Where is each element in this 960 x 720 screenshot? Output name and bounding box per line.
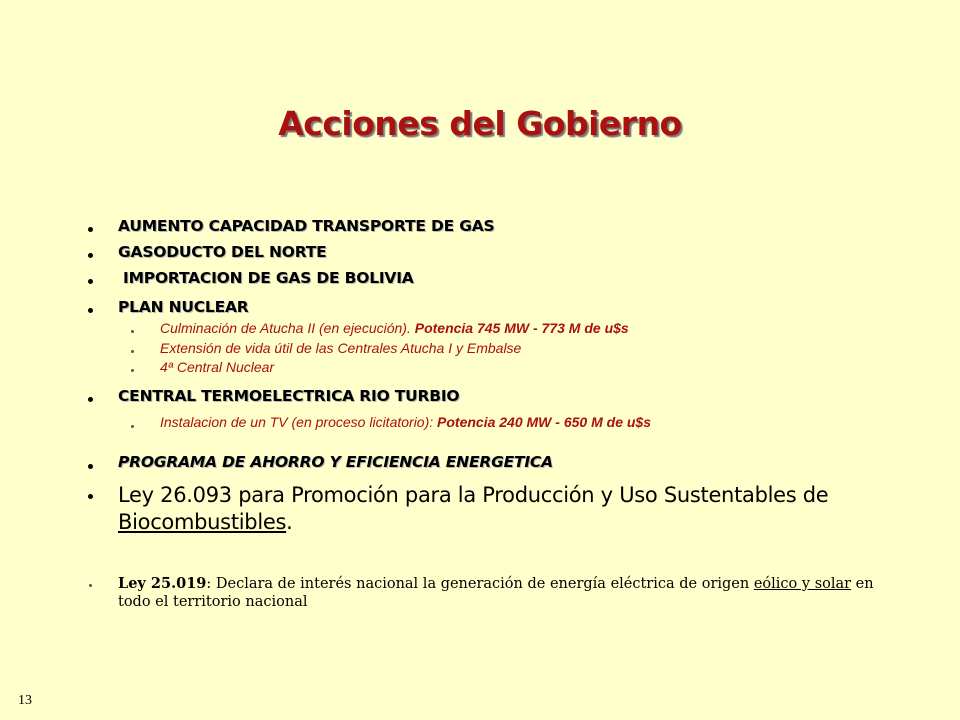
ley-25019-text: : Declara de interés nacional la generación de energía eléctrica de origen: [206, 576, 754, 592]
ley-25019-name: Ley 25.019: [118, 575, 207, 592]
item-aumento-capacidad: AUMENTO CAPACIDAD TRANSPORTE DE GAS: [118, 217, 495, 235]
sub-item-atucha-ii-text: Culminación de Atucha II (en ejecución).: [160, 320, 415, 336]
item-gasoducto-norte: GASODUCTO DEL NORTE: [118, 243, 327, 261]
bullet-dot: [88, 464, 93, 469]
sub-item-instalacion-tv: [160, 414, 651, 430]
ley-26093-paragraph: [118, 482, 878, 536]
sub-item-instalacion-tv-text: Instalacion de un TV (en proceso licitatorio):: [160, 414, 438, 430]
sub-item-cuarta-central: 4ª Central Nuclear: [160, 359, 275, 375]
sub-bullet-dot: [131, 330, 134, 333]
bullet-dot: [88, 397, 93, 402]
ley-25019-paragraph: [118, 575, 878, 611]
sub-item-instalacion-tv-potencia: Potencia 240 MW - 650 M de u$s: [437, 414, 651, 430]
ley-26093-text: Ley 26.093 para Promoción para la Producción y Uso Sustentables de: [118, 483, 829, 507]
slide-title: Acciones del Gobierno: [278, 104, 682, 143]
item-central-rio-turbio: CENTRAL TERMOELECTRICA RIO TURBIO: [118, 387, 460, 405]
sub-bullet-dot: [131, 425, 134, 428]
sub-bullet-dot: [131, 350, 134, 353]
item-importacion-gas: IMPORTACION DE GAS DE BOLIVIA: [123, 269, 414, 287]
sub-item-atucha-ii-potencia: Potencia 745 MW - 773 M de u$s: [414, 320, 629, 336]
bullet-dot: [89, 584, 92, 587]
bullet-dot: [88, 279, 93, 284]
page-number: 13: [18, 693, 32, 708]
item-programa-ahorro: PROGRAMA DE AHORRO Y EFICIENCIA ENERGETICA: [118, 453, 553, 471]
ley-25019-end: en todo el territorio nacional: [118, 576, 874, 610]
ley-25019-eolico-solar: eólico y solar: [753, 576, 852, 592]
sub-bullet-dot: [131, 369, 134, 372]
item-plan-nuclear: PLAN NUCLEAR: [118, 298, 249, 316]
ley-26093-biocombustibles: Biocombustibles: [118, 510, 287, 534]
sub-item-atucha-ii: [160, 320, 629, 336]
bullet-dot: [88, 227, 93, 232]
bullet-dot: [88, 253, 93, 258]
ley-26093-end: .: [286, 510, 293, 534]
bullet-dot: [88, 494, 93, 499]
sub-item-extension-vida: Extensión de vida útil de las Centrales Atucha I y Embalse: [160, 340, 522, 356]
bullet-dot: [88, 308, 93, 313]
